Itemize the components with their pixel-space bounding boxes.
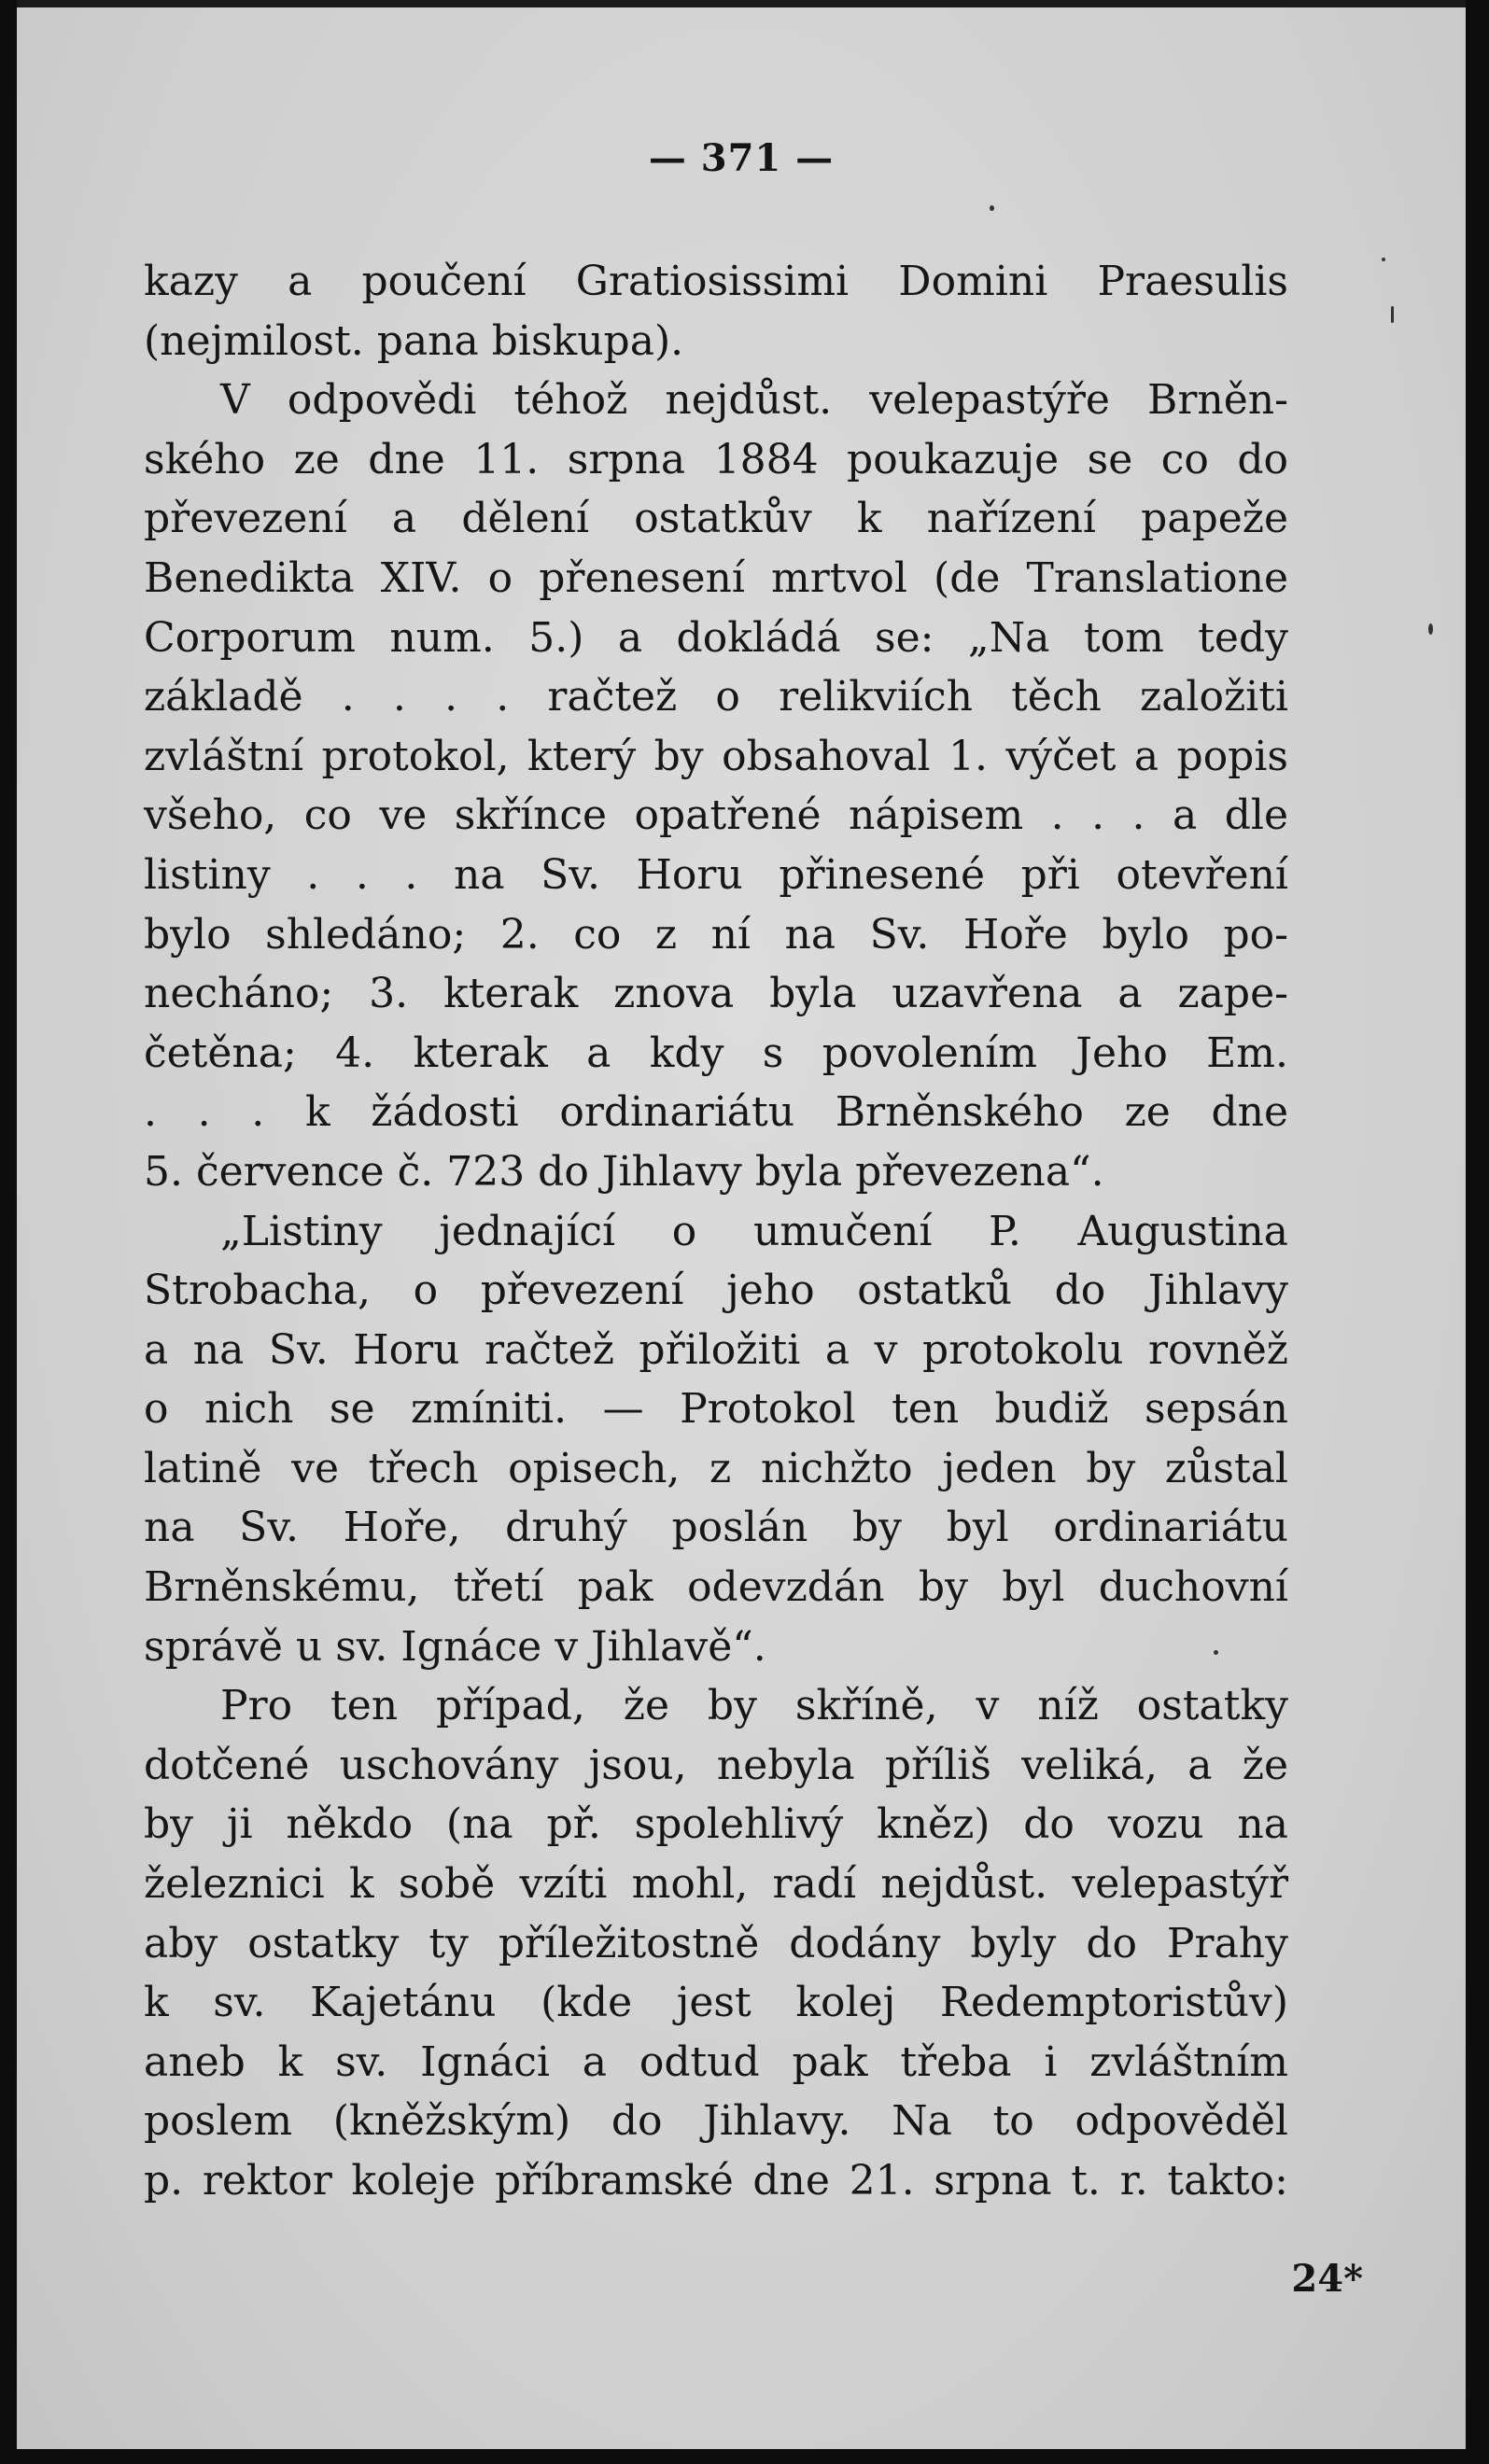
signature-mark: 24* xyxy=(1291,2257,1363,2301)
scan-border-left xyxy=(0,0,17,2464)
text-line: aneb k sv. Ignáci a odtud pak třeba i zvláštním xyxy=(144,2037,1288,2086)
text-line: ského ze dne 11. srpna 1884 poukazuje se co do xyxy=(144,435,1288,483)
text-line: Brněnskému, třetí pak odevzdán by byl duchovní xyxy=(144,1563,1288,1612)
text-line: Corporum num. 5.) a dokládá se: „Na tom tedy xyxy=(144,613,1288,662)
text-line: základě . . . . račtež o relikviích těch založiti xyxy=(144,673,1288,721)
text-line: „Listiny jednající o umučení P. Augustina xyxy=(220,1207,1288,1255)
text-line: . . . k žádosti ordinariátu Brněnského ze dne xyxy=(144,1088,1288,1137)
scan-speck xyxy=(1382,258,1385,261)
text-line: Benedikta XIV. o přenesení mrtvol (de Translatione xyxy=(144,553,1288,602)
text-line: Pro ten případ, že by skříně, v níž ostatky xyxy=(220,1682,1288,1730)
scanned-page xyxy=(17,7,1466,2451)
text-line: kazy a poučení Gratiosissimi Domini Praesulis xyxy=(144,258,1288,305)
text-line: (nejmilost. pana biskupa). xyxy=(144,316,684,365)
text-line: aby ostatky ty příležitostně dodány byly do Prahy xyxy=(144,1919,1288,1967)
text-line: V odpovědi téhož nejdůst. velepastýře Brněn- xyxy=(220,376,1288,425)
text-line: by ji někdo (na př. spolehlivý kněz) do vozu na xyxy=(144,1800,1288,1849)
scan-speck xyxy=(1214,1650,1218,1655)
text-line: převezení a dělení ostatkův k nařízení papeže xyxy=(144,495,1288,543)
text-line: a na Sv. Horu račtež přiložiti a v protokolu rovněž xyxy=(144,1325,1288,1374)
text-line: k sv. Kajetánu (kde jest kolej Redemptoristův) xyxy=(144,1979,1288,2027)
scan-border-bottom xyxy=(0,2449,1489,2464)
text-line: železnici k sobě vzíti mohl, radí nejdůst. velepastýř xyxy=(144,1860,1288,1909)
text-line: necháno; 3. kterak znova byla uzavřena a zape- xyxy=(144,970,1288,1018)
text-line: 5. července č. 723 do Jihlavy byla převezena“. xyxy=(144,1147,1104,1196)
page-number-header: — 371 — xyxy=(648,136,835,180)
text-line: zvláštní protokol, který by obsahoval 1. výčet a popis xyxy=(144,732,1288,780)
scan-speck xyxy=(990,205,994,211)
text-line: dotčené uschovány jsou, nebyla příliš veliká, a že xyxy=(144,1741,1288,1789)
scan-speck xyxy=(1428,623,1433,635)
text-line: všeho, co ve skřínce opatřené nápisem . . . a dle xyxy=(144,791,1288,840)
scan-border-right xyxy=(1466,0,1489,2464)
text-line: na Sv. Hoře, druhý poslán by byl ordinariátu xyxy=(144,1504,1288,1552)
text-line: poslem (kněžským) do Jihlavy. Na to odpověděl xyxy=(144,2097,1288,2146)
text-line: o nich se zmíniti. — Protokol ten budiž sepsán xyxy=(144,1385,1288,1434)
body-text xyxy=(144,252,1288,2211)
text-line: latině ve třech opisech, z nichžto jeden by zůstal xyxy=(144,1444,1288,1492)
text-line: četěna; 4. kterak a kdy s povolením Jeho Em. xyxy=(144,1029,1288,1077)
text-line: p. rektor koleje příbramské dne 21. srpna t. r. takto: xyxy=(144,2157,1288,2205)
scan-speck xyxy=(1391,306,1394,323)
text-line: Strobacha, o převezení jeho ostatků do Jihlavy xyxy=(144,1267,1288,1315)
text-line: správě u sv. Ignáce v Jihlavě“. xyxy=(144,1622,766,1671)
text-line: listiny . . . na Sv. Horu přinesené při otevření xyxy=(144,850,1288,899)
text-line: bylo shledáno; 2. co z ní na Sv. Hoře bylo po- xyxy=(144,910,1288,959)
